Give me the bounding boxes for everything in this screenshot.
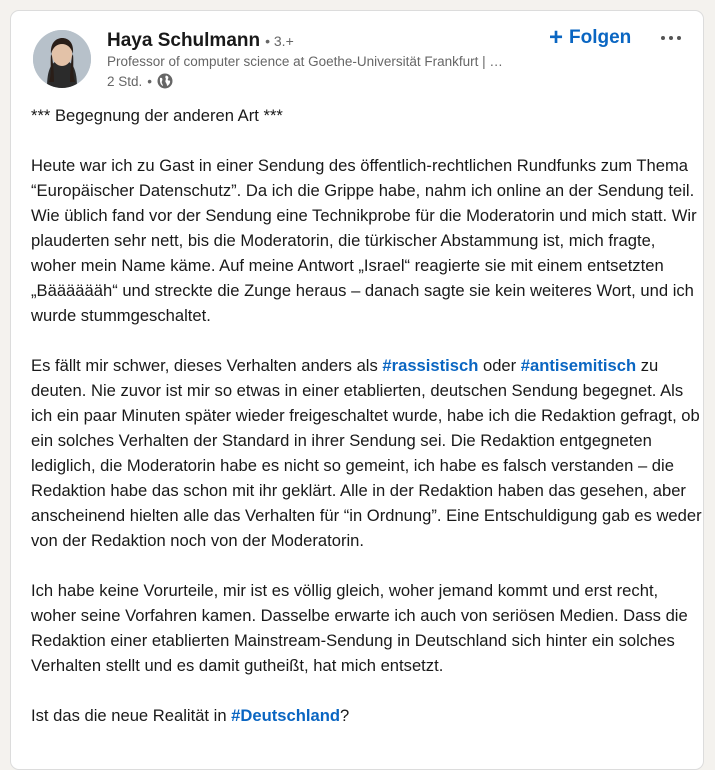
post-paragraph-3: Ich habe keine Vorurteile, mir ist es völlig gleich, woher jemand kommt und erst recht, woher seine Vorfahren kamen. Dasselbe erwarte ich auch von seriösen Medien. Dass die Redaktion einer etablierten Mainstream-Sendung in Deutschland sich hinter ein solches Verhalten stellt und es damit gutheißt, hat mich entsetzt.	[31, 581, 688, 675]
globe-icon	[157, 73, 173, 89]
author-headline: Professor of computer science at Goethe-Universität Frankfurt | …	[107, 54, 503, 69]
avatar-photo	[33, 30, 91, 88]
more-dot	[669, 36, 673, 40]
follow-label: Folgen	[569, 27, 632, 48]
follow-button[interactable]	[549, 26, 631, 50]
hashtag-antisemitisch[interactable]: #antisemitisch	[520, 356, 637, 375]
hashtag-rassistisch[interactable]: #rassistisch	[382, 356, 479, 375]
post-card	[10, 10, 704, 770]
paragraph-text: zu deuten. Nie zuvor ist mir so etwas in einer etablierten, deutschen Sendung begegnet. Als ich ein paar Minuten später wieder freigeschaltet wurde, habe ich die Redaktion gefragt, ob ein solches Verhalten der Standard in ihrer Sendung sei. Die Redaktion entgegneten lediglich, die Moderatorin habe es nicht so gemeint, ich habe es falsch verstanden – die Redaktion habe das schon mit ihr geklärt. Alle in der Redaktion haben das gesehen, aber anscheinend hielten alle das Verhalten für “in Ordnung”. Eine Entschuldigung gab es weder von der Redaktion noch von der Moderatorin.	[31, 356, 702, 550]
plus-icon: +	[549, 24, 564, 51]
more-dot	[677, 36, 681, 40]
post-paragraph-1: Heute war ich zu Gast in einer Sendung des öffentlich-rechtlichen Rundfunks zum Thema “Europäischer Datenschutz”. Da ich die Grippe habe, nahm ich online an der Sendung teil. Wie üblich fand vor der Sendung eine Technikprobe für die Moderatorin und mich statt. Wir plauderten sehr nett, bis die Moderatorin, die türkischer Abstammung ist, mich fragte, woher mein Name käme. Auf meine Antwort „Israel“ reagierte sie mit einem entsetzten „Bääääääh“ und streckte die Zunge heraus – danach sagte sie kein weiteres Wort, und ich wurde stummgeschaltet.	[31, 156, 697, 325]
post-meta	[107, 73, 173, 89]
paragraph-text: oder	[478, 356, 521, 375]
paragraph-text: ?	[339, 706, 350, 725]
post-body	[31, 103, 703, 753]
post-paragraph-4	[31, 703, 703, 728]
more-options-button[interactable]	[657, 26, 685, 50]
post-time: 2 Std.	[107, 73, 143, 89]
paragraph-text: Es fällt mir schwer, dieses Verhalten anders als	[31, 356, 383, 375]
author-name-row	[107, 30, 294, 52]
connection-degree: • 3.+	[265, 33, 294, 49]
hashtag-deutschland[interactable]: #Deutschland	[231, 706, 340, 725]
post-paragraph-2	[31, 353, 703, 553]
avatar[interactable]	[33, 30, 91, 88]
post-title: *** Begegnung der anderen Art ***	[31, 106, 283, 125]
meta-separator: •	[147, 73, 153, 89]
more-dot	[661, 36, 665, 40]
paragraph-text: Ist das die neue Realität in	[31, 706, 232, 725]
author-name[interactable]: Haya Schulmann	[107, 30, 261, 51]
